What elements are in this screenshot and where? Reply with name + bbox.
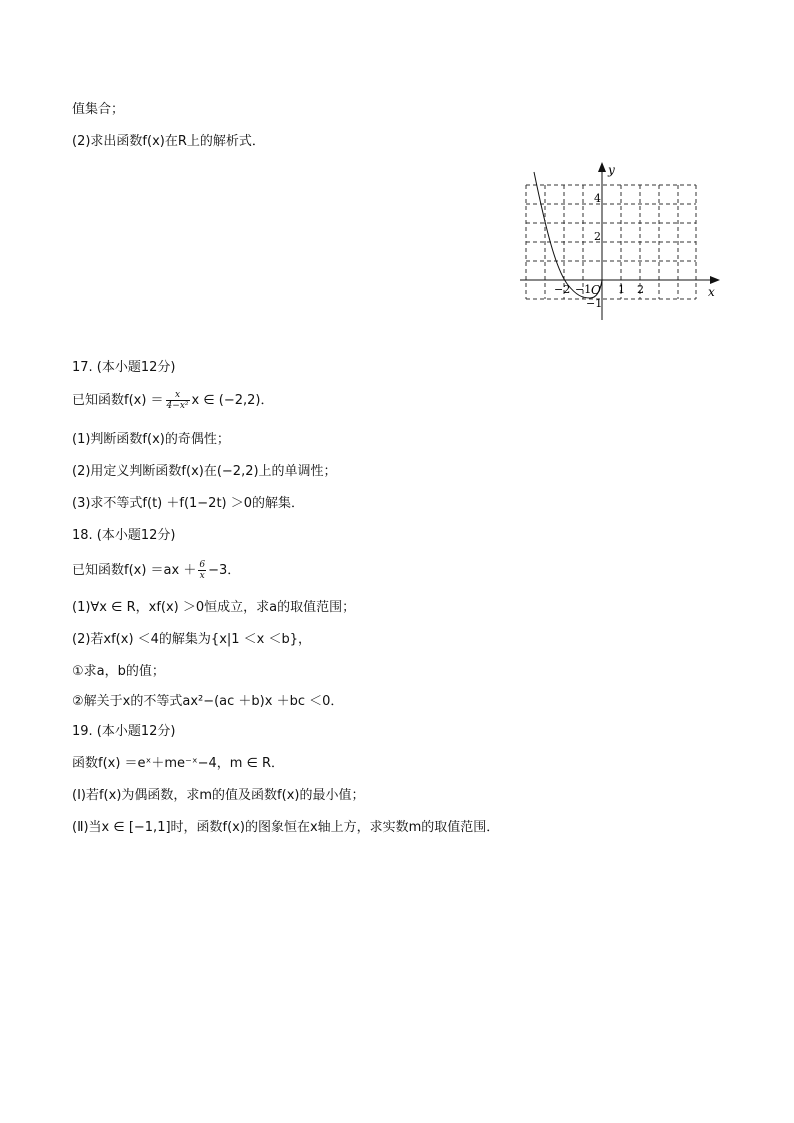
stem-text: x ∈ (−2,2)． [191, 393, 274, 408]
question-18-stem [72, 560, 240, 581]
fraction-numerator: 6 [199, 560, 206, 570]
question-18-part-2b: ②解关于x的不等式ax²−(ac ＋b)x ＋bc ＜0． [72, 694, 344, 709]
y-tick-label: −1 [586, 297, 603, 310]
y-axis-arrow [598, 162, 606, 172]
function-graph [520, 160, 730, 335]
question-17-part-1: (1)判断函数f(x)的奇偶性； [72, 432, 230, 447]
x-tick-label: −2 [554, 283, 571, 296]
function-curve [534, 172, 602, 298]
stem-text: 已知函数f(x) ＝ax ＋ [72, 563, 197, 578]
question-19-part-2: (Ⅱ)当x ∈ [−1,1]时，函数f(x)的图象恒在x轴上方，求实数m的取值范围． [72, 820, 500, 835]
fraction-numerator: x [166, 390, 190, 401]
x-axis-arrow [710, 276, 720, 284]
stem-text: 已知函数f(x) ＝ [72, 393, 164, 408]
question-18-part-1: (1)∀x ∈ R，xf(x) ＞0恒成立，求a的取值范围； [72, 600, 356, 615]
fraction [198, 560, 206, 581]
y-tick-label: 2 [594, 230, 601, 243]
x-tick-label: 1 [618, 283, 625, 296]
x-tick-label: −1 [575, 283, 592, 296]
y-axis-label: y [608, 163, 615, 177]
fraction-denominator: x [199, 571, 205, 581]
question-18-header: 18. (本小题12分) [72, 528, 176, 543]
text-line: (2)求出函数f(x)在R上的解析式． [72, 134, 265, 149]
question-18-part-2: (2)若xf(x) ＜4的解集为{x|1 ＜x ＜b}， [72, 632, 312, 647]
question-17-header: 17. (本小题12分) [72, 360, 176, 375]
origin-label: O [591, 283, 601, 297]
question-19-stem: 函数f(x) ＝eˣ＋me⁻ˣ−4，m ∈ R． [72, 756, 285, 771]
question-18-part-2a: ①求a，b的值； [72, 664, 165, 679]
text-line: 值集合； [72, 102, 125, 117]
question-19-header: 19. (本小题12分) [72, 724, 176, 739]
fraction [166, 390, 190, 411]
question-17-stem [72, 390, 274, 411]
stem-text: −3． [208, 563, 241, 578]
fraction-denominator: 4−x² [166, 401, 189, 411]
question-17-part-3: (3)求不等式f(t) ＋f(1−2t) ＞0的解集． [72, 496, 305, 511]
question-17-part-2: (2)用定义判断函数f(x)在(−2,2)上的单调性； [72, 464, 337, 479]
x-tick-label: 2 [637, 283, 644, 296]
x-axis-label: x [708, 285, 715, 299]
question-19-part-1: (Ⅰ)若f(x)为偶函数，求m的值及函数f(x)的最小值； [72, 788, 365, 803]
y-tick-label: 4 [594, 192, 601, 205]
